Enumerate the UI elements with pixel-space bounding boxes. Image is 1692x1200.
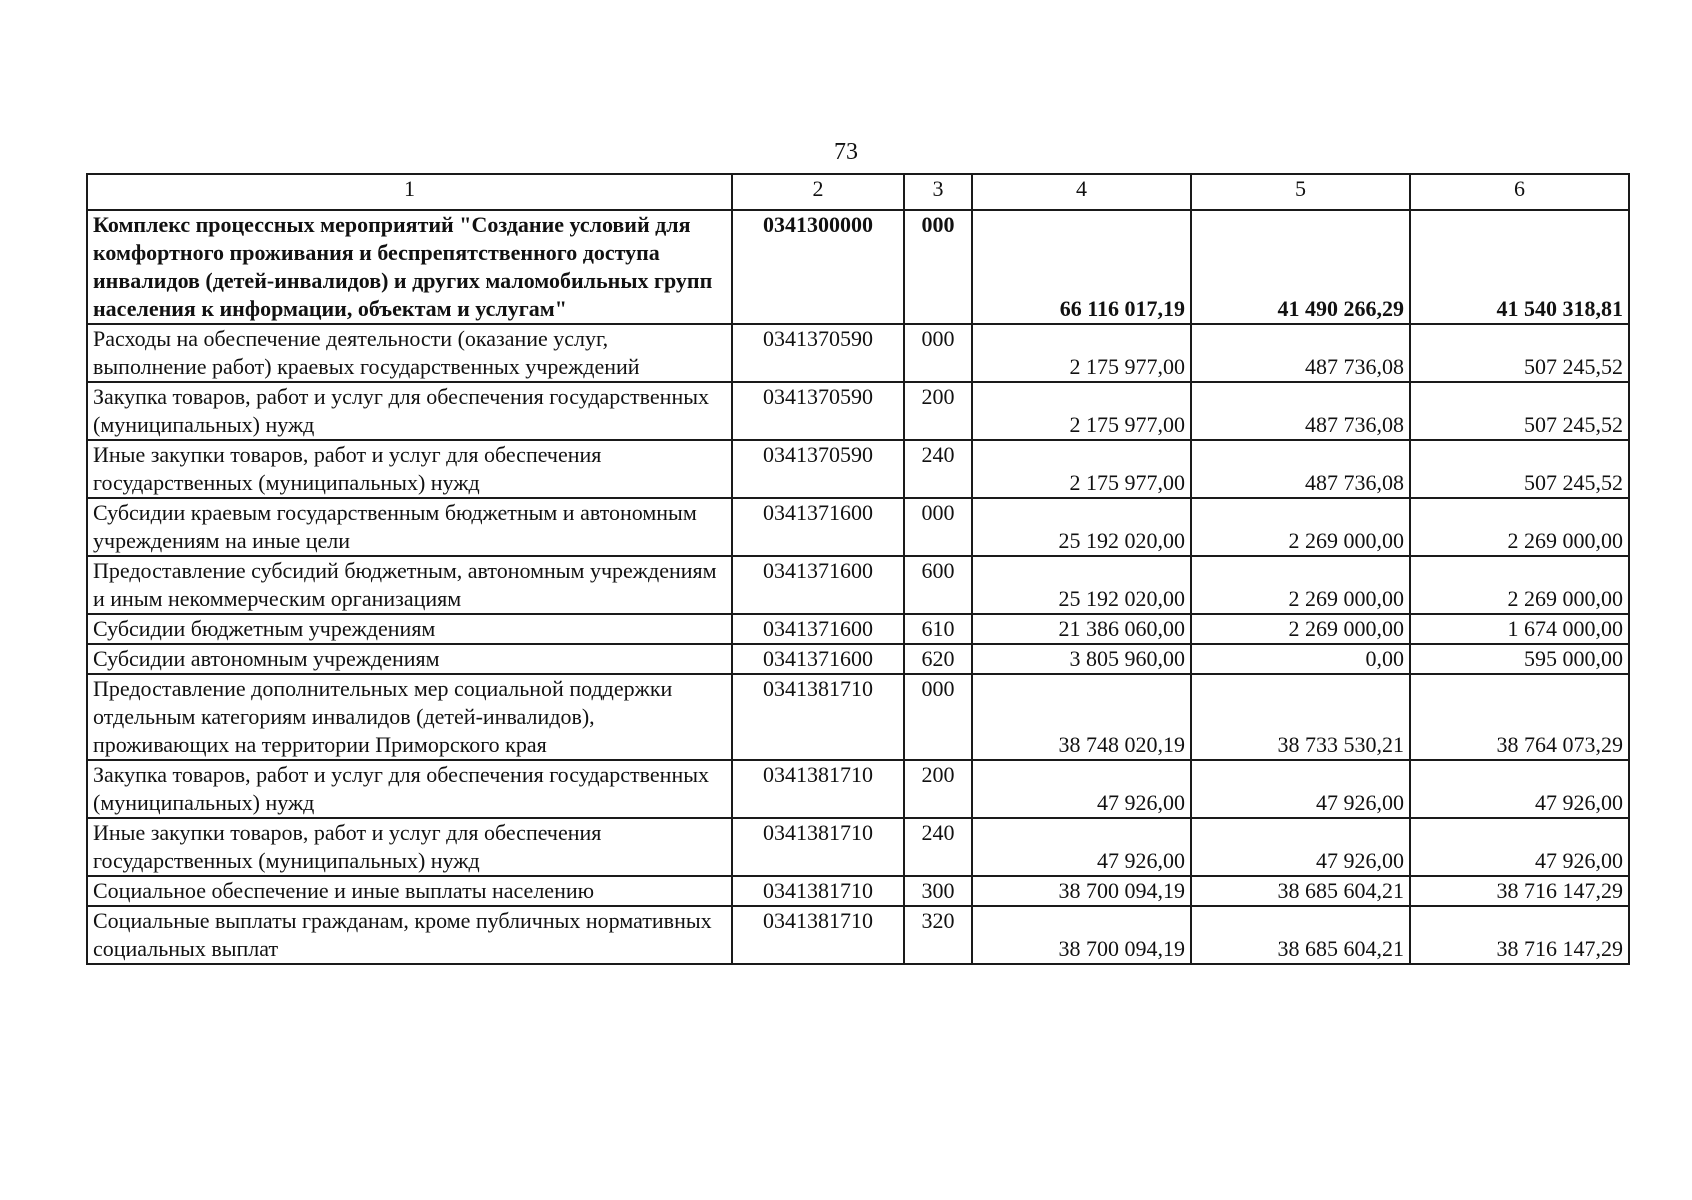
page-number: 73: [834, 139, 858, 165]
row-amount-cell: 2 175 977,00: [972, 440, 1191, 498]
table-row: [87, 210, 1629, 324]
row-amount-cell: 38 716 147,29: [1410, 906, 1629, 964]
column-number: 2: [732, 174, 904, 210]
row-amount-cell: 487 736,08: [1191, 440, 1410, 498]
row-amount-cell: 38 685 604,21: [1191, 876, 1410, 906]
row-type-cell: 240: [904, 440, 972, 498]
table-row: [87, 614, 1629, 644]
row-amount-cell: 38 685 604,21: [1191, 906, 1410, 964]
table-row: [87, 876, 1629, 906]
row-type-cell: 000: [904, 498, 972, 556]
row-amount-cell: 38 733 530,21: [1191, 674, 1410, 760]
row-code-cell: 0341370590: [732, 324, 904, 382]
row-type-cell: 000: [904, 324, 972, 382]
row-type-cell: 000: [904, 674, 972, 760]
row-amount-cell: 47 926,00: [1410, 818, 1629, 876]
row-amount-cell: 47 926,00: [1191, 818, 1410, 876]
row-type-cell: 200: [904, 760, 972, 818]
row-amount-cell: 41 540 318,81: [1410, 210, 1629, 324]
column-number: 4: [972, 174, 1191, 210]
table-row: [87, 556, 1629, 614]
row-name-cell: Закупка товаров, работ и услуг для обеспечения государственных (муниципальных) нужд: [87, 760, 732, 818]
row-type-cell: 240: [904, 818, 972, 876]
row-amount-cell: 21 386 060,00: [972, 614, 1191, 644]
row-amount-cell: 47 926,00: [972, 760, 1191, 818]
row-code-cell: 0341381710: [732, 906, 904, 964]
row-amount-cell: 2 269 000,00: [1191, 498, 1410, 556]
table-row: [87, 644, 1629, 674]
row-code-cell: 0341370590: [732, 440, 904, 498]
row-amount-cell: 507 245,52: [1410, 324, 1629, 382]
row-amount-cell: 41 490 266,29: [1191, 210, 1410, 324]
row-name-cell: Закупка товаров, работ и услуг для обеспечения государственных (муниципальных) нужд: [87, 382, 732, 440]
row-amount-cell: 66 116 017,19: [972, 210, 1191, 324]
table-row: [87, 906, 1629, 964]
row-name-cell: Иные закупки товаров, работ и услуг для обеспечения государственных (муниципальных) нужд: [87, 440, 732, 498]
row-code-cell: 0341381710: [732, 818, 904, 876]
row-code-cell: 0341300000: [732, 210, 904, 324]
row-code-cell: 0341381710: [732, 674, 904, 760]
column-number: 5: [1191, 174, 1410, 210]
row-amount-cell: 507 245,52: [1410, 382, 1629, 440]
row-type-cell: 000: [904, 210, 972, 324]
row-type-cell: 300: [904, 876, 972, 906]
row-amount-cell: 25 192 020,00: [972, 556, 1191, 614]
row-amount-cell: 47 926,00: [1410, 760, 1629, 818]
row-name-cell: Предоставление дополнительных мер социальной поддержки отдельным категориям инвалидов (детей-инвалидов), проживающих на территории Приморского края: [87, 674, 732, 760]
row-amount-cell: 487 736,08: [1191, 382, 1410, 440]
row-amount-cell: 38 700 094,19: [972, 876, 1191, 906]
row-amount-cell: 507 245,52: [1410, 440, 1629, 498]
table-row: [87, 818, 1629, 876]
row-amount-cell: 47 926,00: [972, 818, 1191, 876]
column-number: 6: [1410, 174, 1629, 210]
row-amount-cell: 38 764 073,29: [1410, 674, 1629, 760]
row-amount-cell: 0,00: [1191, 644, 1410, 674]
row-code-cell: 0341371600: [732, 498, 904, 556]
column-number: 1: [87, 174, 732, 210]
row-amount-cell: 2 269 000,00: [1410, 556, 1629, 614]
row-amount-cell: 2 269 000,00: [1410, 498, 1629, 556]
row-amount-cell: 2 175 977,00: [972, 382, 1191, 440]
row-type-cell: 620: [904, 644, 972, 674]
row-name-cell: Субсидии бюджетным учреждениям: [87, 614, 732, 644]
row-name-cell: Субсидии автономным учреждениям: [87, 644, 732, 674]
row-amount-cell: 595 000,00: [1410, 644, 1629, 674]
row-amount-cell: 38 700 094,19: [972, 906, 1191, 964]
row-name-cell: Социальные выплаты гражданам, кроме публичных нормативных социальных выплат: [87, 906, 732, 964]
row-type-cell: 320: [904, 906, 972, 964]
table-row: [87, 382, 1629, 440]
row-amount-cell: 25 192 020,00: [972, 498, 1191, 556]
row-name-cell: Иные закупки товаров, работ и услуг для обеспечения государственных (муниципальных) нужд: [87, 818, 732, 876]
table-row: [87, 760, 1629, 818]
row-type-cell: 200: [904, 382, 972, 440]
table-row: [87, 674, 1629, 760]
row-type-cell: 600: [904, 556, 972, 614]
row-name-cell: Социальное обеспечение и иные выплаты населению: [87, 876, 732, 906]
row-amount-cell: 2 269 000,00: [1191, 556, 1410, 614]
row-code-cell: 0341370590: [732, 382, 904, 440]
row-code-cell: 0341381710: [732, 760, 904, 818]
row-amount-cell: 2 175 977,00: [972, 324, 1191, 382]
row-name-cell: Предоставление субсидий бюджетным, автономным учреждениям и иным некоммерческим организациям: [87, 556, 732, 614]
row-code-cell: 0341371600: [732, 614, 904, 644]
row-amount-cell: 2 269 000,00: [1191, 614, 1410, 644]
row-code-cell: 0341371600: [732, 556, 904, 614]
table-row: [87, 498, 1629, 556]
table-row: [87, 440, 1629, 498]
row-amount-cell: 47 926,00: [1191, 760, 1410, 818]
row-amount-cell: 1 674 000,00: [1410, 614, 1629, 644]
row-amount-cell: 38 748 020,19: [972, 674, 1191, 760]
row-name-cell: Расходы на обеспечение деятельности (оказание услуг, выполнение работ) краевых государственных учреждений: [87, 324, 732, 382]
row-code-cell: 0341371600: [732, 644, 904, 674]
row-amount-cell: 487 736,08: [1191, 324, 1410, 382]
column-number: 3: [904, 174, 972, 210]
column-number-row: [87, 174, 1629, 210]
row-type-cell: 610: [904, 614, 972, 644]
row-name-cell: Субсидии краевым государственным бюджетным и автономным учреждениям на иные цели: [87, 498, 732, 556]
table-row: [87, 324, 1629, 382]
row-name-cell: Комплекс процессных мероприятий "Создание условий для комфортного проживания и беспрепятственного доступа инвалидов (детей-инвалидов) и других маломобильных групп населения к информации, объектам и услугам": [87, 210, 732, 324]
budget-table: [86, 173, 1630, 965]
row-code-cell: 0341381710: [732, 876, 904, 906]
row-amount-cell: 3 805 960,00: [972, 644, 1191, 674]
row-amount-cell: 38 716 147,29: [1410, 876, 1629, 906]
